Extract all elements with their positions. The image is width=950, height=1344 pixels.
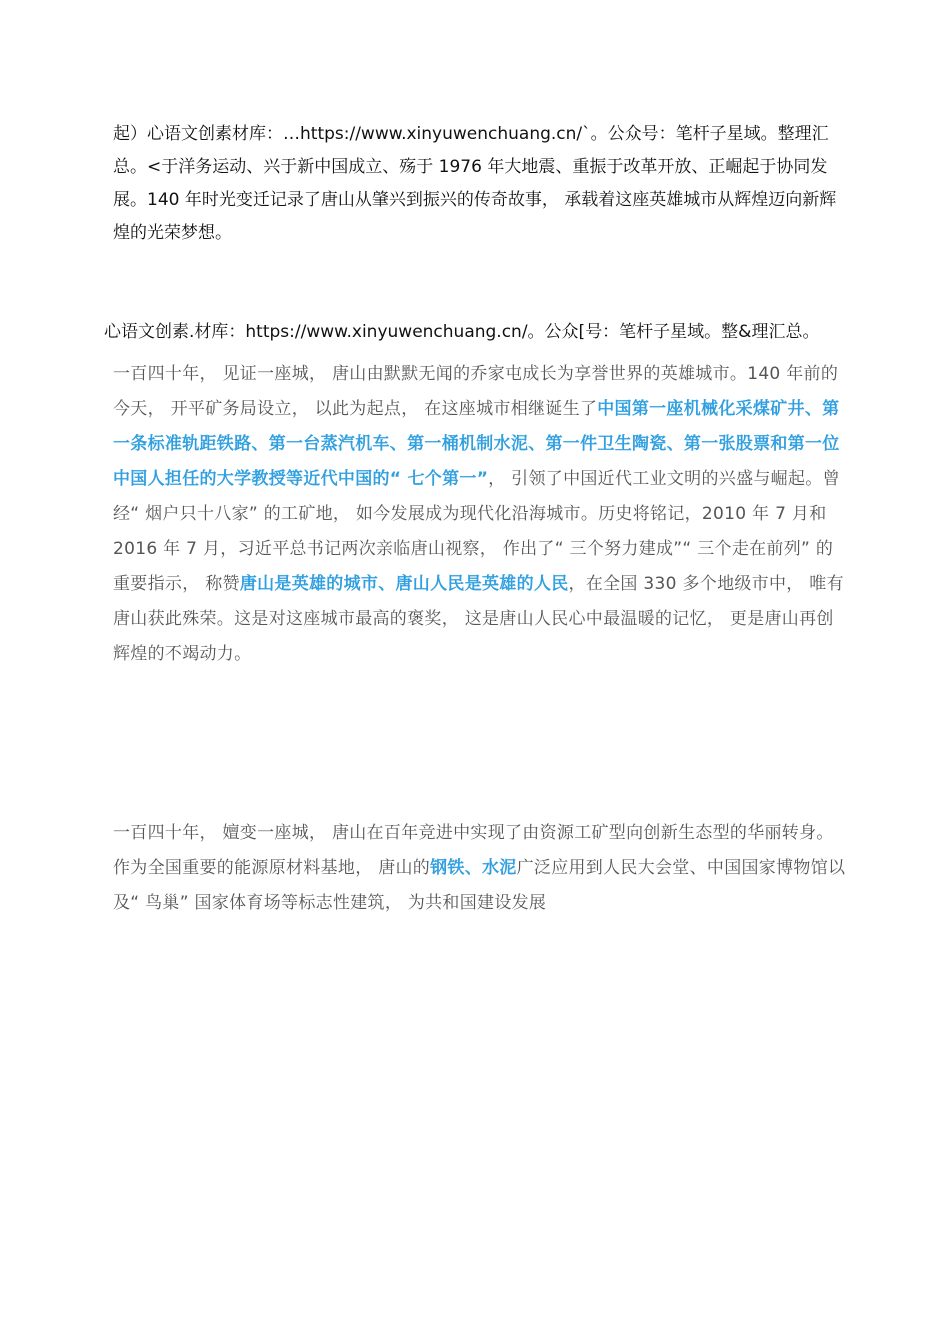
city-change-text-2: 广泛应用到人民大会堂、中国国家博物馆以及“ 鸟巢” 国家体育场等标志性建筑， 为共和国建设发展 xyxy=(113,858,846,913)
source-note xyxy=(104,316,864,349)
city-change-text-1: 一百四十年， 嬗变一座城， 唐山在百年竞进中实现了由资源工矿型向创新生态型的华丽转身。作为全国重要的能源原材料基地， 唐山的 xyxy=(113,823,834,878)
steel-cement-highlight: 钢铁、水泥 xyxy=(430,858,517,878)
city-witness-paragraph xyxy=(113,357,848,672)
intro-paragraph xyxy=(113,118,843,250)
hero-city-highlight: 唐山是英雄的城市、唐山人民是英雄的人民 xyxy=(239,574,569,594)
city-witness-text-3: ，在全国 330 多个地级市中， 唯有唐山获此殊荣。这是对这座城市最高的褒奖， 这是唐山人民心中最温暖的记忆， 更是唐山再创辉煌的不竭动力。 xyxy=(113,574,844,664)
city-witness-text-1: 一百四十年， 见证一座城， 唐山由默默无闻的乔家屯成长为享誉世界的英雄城市。140 年前的今天， 开平矿务局设立， 以此为起点， 在这座城市相继诞生了 xyxy=(113,364,839,419)
source-note-text: 心语文创素.材库：https://www.xinyuwenchuang.cn/。公众[号：笔杆子星域。整&理汇总。 xyxy=(104,322,820,342)
city-witness-text-2: ， 引领了中国近代工业文明的兴盛与崛起。曾经“ 烟户只十八家” 的工矿地， 如今发展成为现代化沿海城市。历史将铭记，2010 年 7 月和 2016 年 7 月，习近平总书记两次亲临唐山视察， 作出了“ 三个努力建成”“ 三个走在前列” 的重要指示， 称赞 xyxy=(113,469,840,594)
seven-firsts-highlight: 中国第一座机械化采煤矿井、第一条标准轨距铁路、第一台蒸汽机车、第一桶机制水泥、第一件卫生陶瓷、第一张股票和第一位中国人担任的大学教授等近代中国的“ 七个第一” xyxy=(113,399,840,489)
intro-text: 起）心语文创素材库：…https://www.xinyuwenchuang.cn/`。公众号：笔杆子星域。整理汇总。<于洋务运动、兴于新中国成立、殇于 1976 年大地震、重振于改革开放、正崛起于协同发展。140 年时光变迁记录了唐山从肇兴到振兴的传奇故事， 承载着这座英雄城市从辉煌迈向新辉煌的光荣梦想。 xyxy=(113,124,837,243)
city-change-paragraph xyxy=(113,816,848,921)
